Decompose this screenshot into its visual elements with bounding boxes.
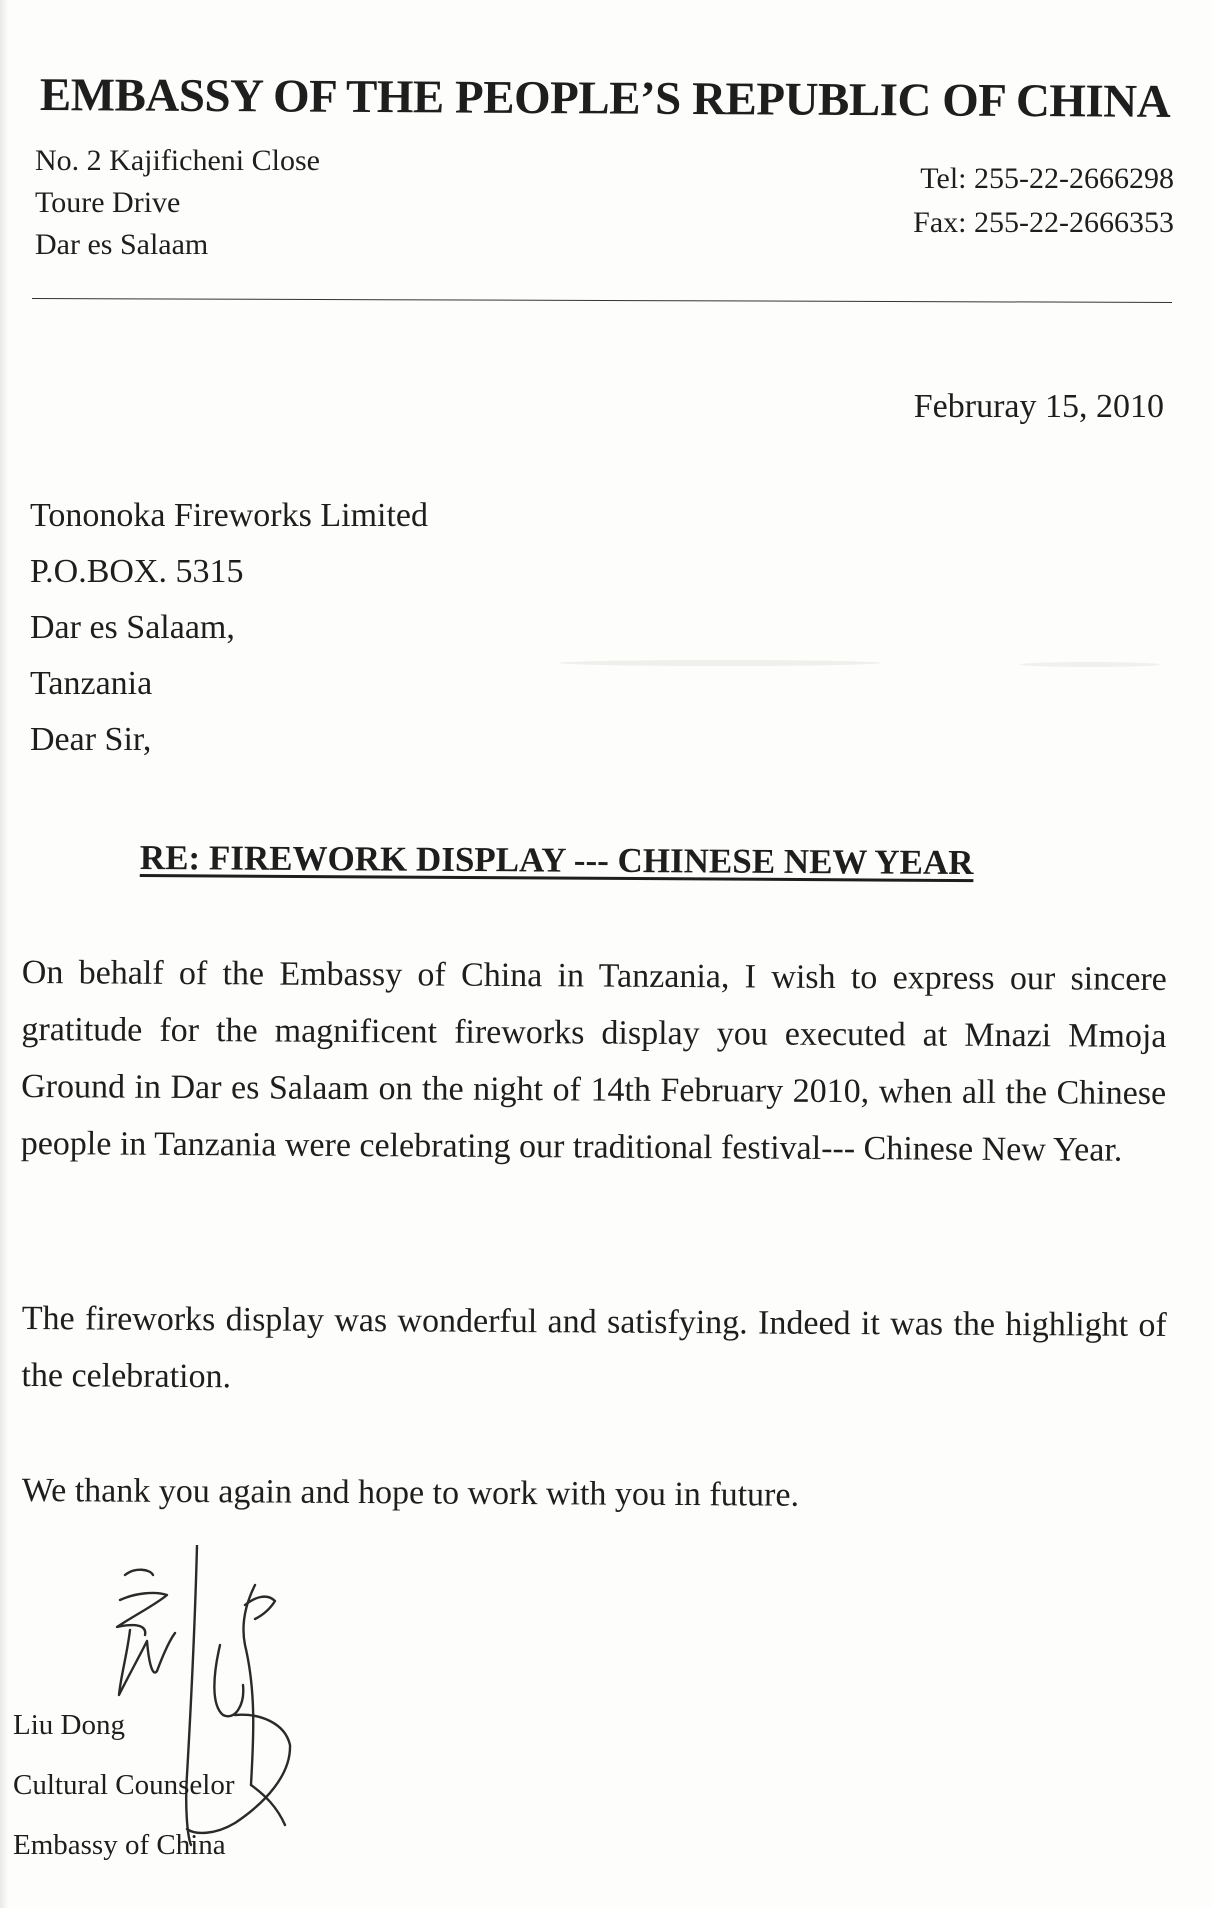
scan-smudge <box>1020 662 1160 667</box>
salutation: Dear Sir, <box>30 721 152 758</box>
address-line: No. 2 Kajificheni Close <box>35 144 320 177</box>
address-line: Dar es Salaam <box>35 228 209 261</box>
scan-smudge <box>560 660 880 666</box>
subject-line: RE: FIREWORK DISPLAY --- CHINESE NEW YEAR <box>139 838 974 883</box>
signatory-organization: Embassy of China <box>13 1829 226 1861</box>
signatory-name: Liu Dong <box>13 1709 125 1741</box>
letterhead-divider <box>32 298 1172 303</box>
recipient-address <box>30 488 428 768</box>
letter-date: Februray 15, 2010 <box>913 388 1164 425</box>
body-paragraph: On behalf of the Embassy of China in Tanzania, I wish to express our sincere gratitude for the magnificent fireworks display you executed at Mnazi Mmoja Ground in Dar es Salaam on the night of 14th February 2010, when all the Chinese people in Tanzania were celebrating our traditional festival--- Chinese New Year. <box>20 953 1167 1169</box>
recipient-line: Tononoka Fireworks Limited <box>30 497 429 534</box>
body-paragraph: We thank you again and hope to work with you in future. <box>21 1471 800 1514</box>
recipient-line: P.O.BOX. 5315 <box>30 553 244 590</box>
scan-edge-shadow <box>0 0 8 1908</box>
body-paragraph: The fireworks display was wonderful and satisfying. Indeed it was the highlight of the celebration. <box>21 1299 1167 1396</box>
sender-address <box>35 140 320 266</box>
signature-block <box>13 1695 235 1875</box>
recipient-line: Dar es Salaam, <box>30 609 235 646</box>
fax: Fax: 255-22-2666353 <box>913 206 1174 239</box>
recipient-line: Tanzania <box>30 665 153 702</box>
address-line: Toure Drive <box>35 186 181 219</box>
telephone: Tel: 255-22-2666298 <box>920 162 1174 195</box>
sender-contact <box>913 157 1174 245</box>
signatory-title: Cultural Counselor <box>13 1769 235 1801</box>
letterhead-title: EMBASSY OF THE PEOPLE’S REPUBLIC OF CHINA <box>39 68 1171 128</box>
